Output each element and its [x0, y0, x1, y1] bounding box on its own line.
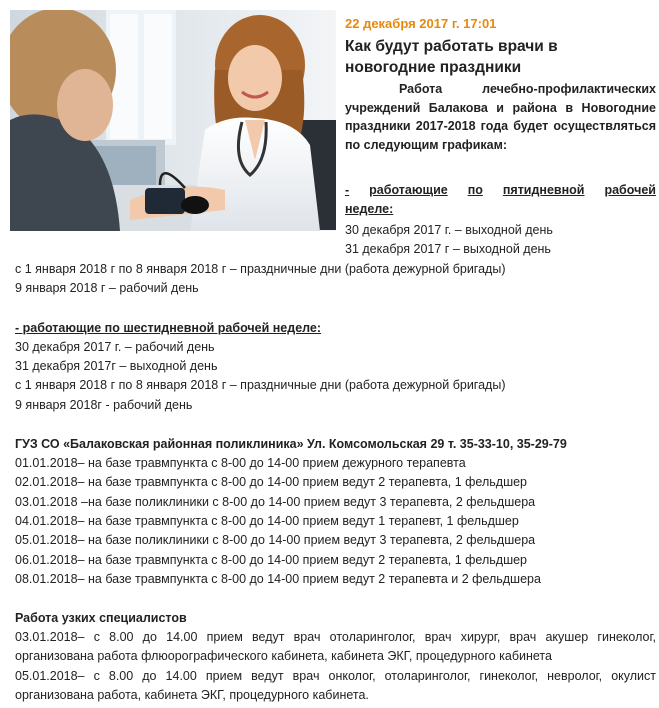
six-day-item: 31 декабря 2017г – выходной день	[15, 359, 218, 373]
five-day-heading-word: по	[467, 183, 483, 197]
doctor-patient-illustration	[10, 10, 336, 231]
six-day-item: 30 декабря 2017 г. – рабочий день	[15, 340, 215, 354]
clinic-heading: ГУЗ СО «Балаковская районная поликлиника» Ул. Комсомольская 29 т. 35-33-10, 35-29-79	[15, 437, 567, 451]
five-day-item: 31 декабря 2017 г – выходной день	[345, 242, 551, 256]
clinic-item: 08.01.2018– на базе травмпункта с 8-00 до 14-00 прием ведут 2 терапевта и 2 фельдшера	[15, 572, 541, 586]
five-day-item: 9 января 2018 г – рабочий день	[15, 281, 199, 295]
five-day-heading	[345, 181, 656, 219]
clinic-item: 03.01.2018 –на базе поликлиники с 8-00 до 14-00 прием ведут 3 терапевта, 2 фельдшера	[15, 495, 536, 509]
article-intro: Работа лечебно-профилактических учреждений Балакова и района в Новогодние праздники 2017-2018 года будет осуществляться по следующим графикам:	[345, 82, 656, 152]
specialists-paragraph: 03.01.2018– с 8.00 до 14.00 прием ведут врач отоларинголог, врач хирург, врач акушер гинеколог, организована работа флюорографического кабинета, кабинета ЭКГ, процедурного кабинета	[15, 630, 656, 663]
five-day-heading-word: -	[345, 183, 350, 197]
article-photo	[10, 10, 336, 231]
clinic-item: 06.01.2018– на базе травмпункта с 8-00 до 14-00 прием ведут 2 терапевта, 1 фельдшер	[15, 553, 528, 567]
five-day-heading-tail: неделе:	[345, 202, 394, 216]
article-title[interactable]: Как будут работать врачи в новогодние праздники	[345, 38, 558, 76]
article-date: 22 декабря 2017 г. 17:01	[345, 16, 497, 31]
five-day-heading-word: пятидневной	[502, 183, 585, 197]
six-day-heading: - работающие по шестидневной рабочей неделе:	[15, 321, 322, 335]
clinic-item: 01.01.2018– на базе травмпункта с 8-00 до 14-00 прием дежурного терапевта	[15, 456, 466, 470]
specialists-heading: Работа узких специалистов	[15, 611, 187, 625]
five-day-heading-word: рабочей	[604, 183, 656, 197]
specialists-paragraph: 05.01.2018– с 8.00 до 14.00 прием ведут врач онколог, отоларинголог, гинеколог, невролог, окулист организована работа, кабинета ЭКГ, процедурного кабинета.	[15, 669, 656, 702]
five-day-heading-word: работающие	[369, 183, 448, 197]
six-day-item: 9 января 2018г - рабочий день	[15, 398, 193, 412]
five-day-item: 30 декабря 2017 г. – выходной день	[345, 223, 553, 237]
five-day-item: с 1 января 2018 г по 8 января 2018 г – праздничные дни (работа дежурной бригады)	[15, 262, 506, 276]
clinic-item: 05.01.2018– на базе поликлиники с 8-00 до 14-00 прием ведут 3 терапевта, 2 фельдшера	[15, 533, 536, 547]
clinic-item: 04.01.2018– на базе травмпункта с 8-00 до 14-00 прием ведут 1 терапевт, 1 фельдшер	[15, 514, 519, 528]
clinic-item: 02.01.2018– на базе травмпункта с 8-00 до 14-00 прием ведут 2 терапевта, 1 фельдшер	[15, 475, 528, 489]
six-day-item: с 1 января 2018 г по 8 января 2018 г – праздничные дни (работа дежурной бригады)	[15, 378, 506, 392]
